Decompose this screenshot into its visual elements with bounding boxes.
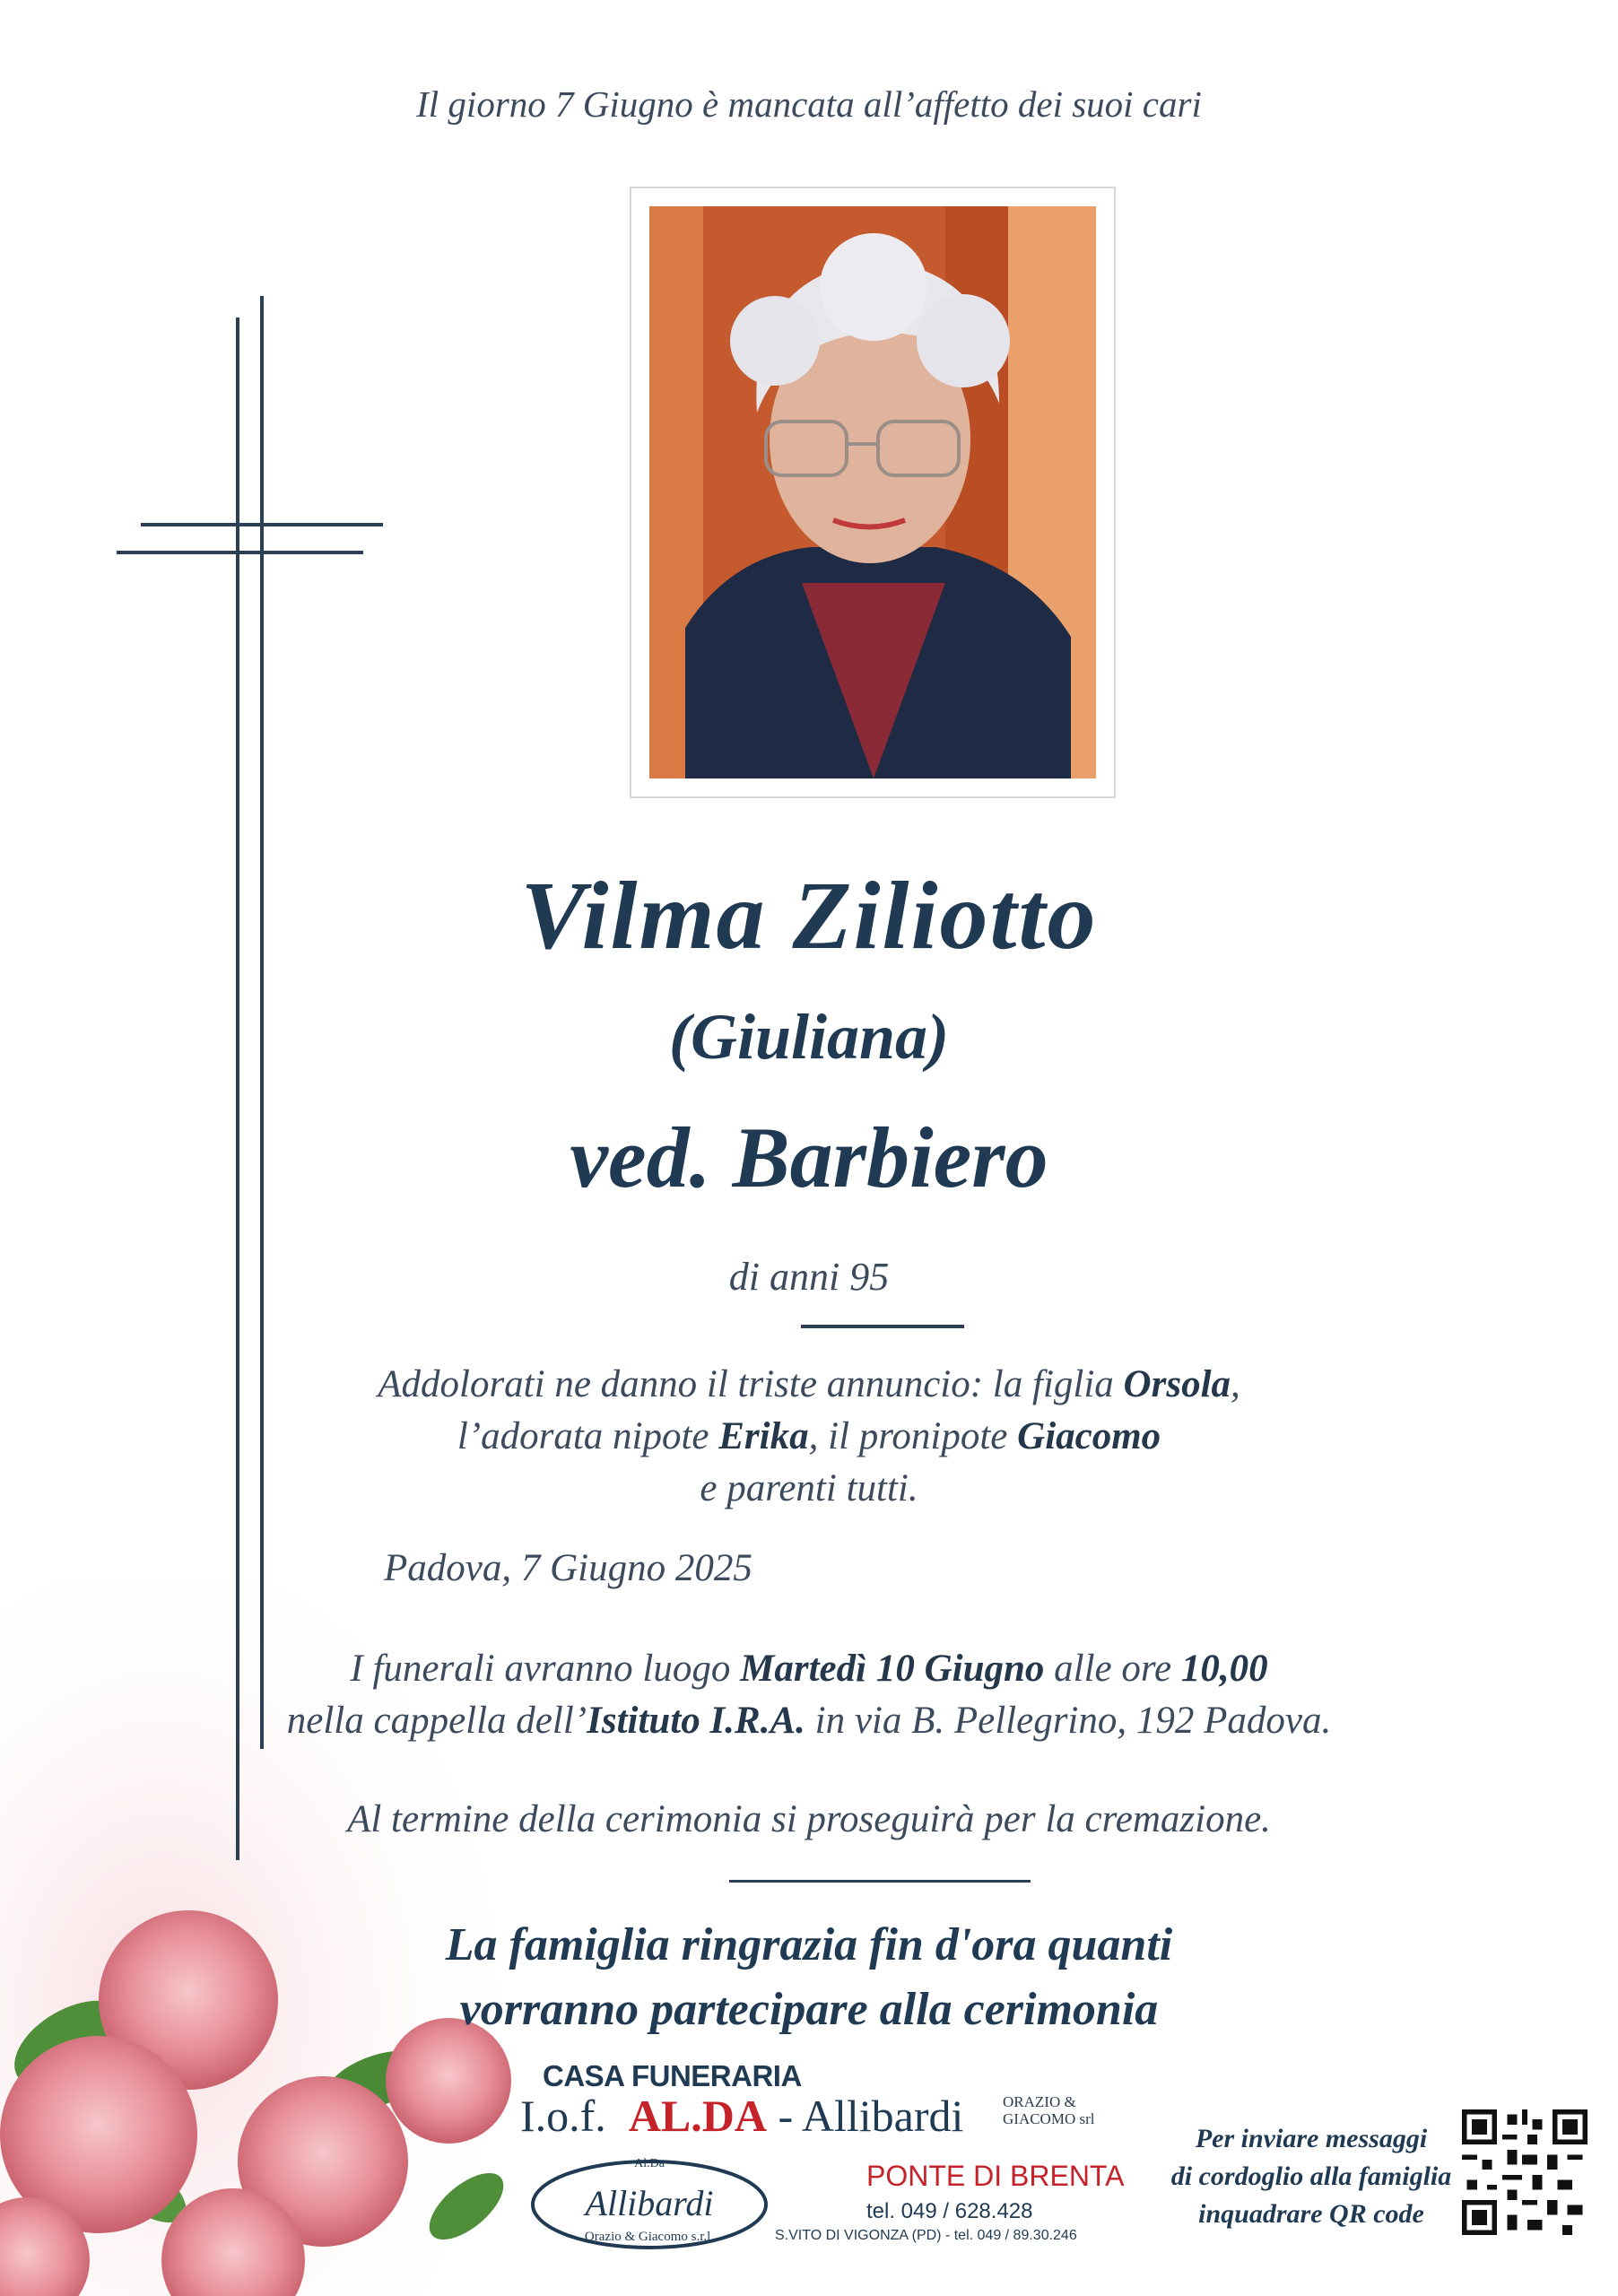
announcement-line-2: l’adorata nipote Erika, il pronipote Giacomo (457, 1415, 1161, 1457)
logo-small-text: Al.Da (634, 2157, 665, 2170)
portrait-photo (649, 206, 1096, 778)
location-svito: S.VITO DI VIGONZA (PD) - tel. 049 / 89.30.246 (775, 2228, 1077, 2243)
announcement-line-1: Addolorati ne danno il triste annuncio: la figlia Orsola, (378, 1363, 1240, 1405)
deceased-married-name: ved. Barbiero (570, 1109, 1048, 1205)
cremation-line: Al termine della cerimonia si proseguirà per la cremazione. (347, 1798, 1271, 1840)
funeral-paragraph (0, 1643, 1618, 1747)
deceased-nickname: (Giuliana) (668, 1001, 950, 1073)
thanks-paragraph (0, 1913, 1618, 2042)
deceased-name: Vilma Ziliotto (520, 863, 1098, 970)
funeral-home-label: CASA FUNERARIA (543, 2059, 802, 2092)
qr-code[interactable] (1462, 2109, 1588, 2235)
thanks-line-2: vorranno partecipare alla cerimonia (459, 1984, 1159, 2035)
funeral-line-2: nella cappella dell’Istituto I.R.A. in via B. Pellegrino, 192 Padova. (286, 1700, 1332, 1742)
funeral-home-name: I.o.f. AL.DA - Allibardi (520, 2091, 964, 2141)
thanks-line-1: La famiglia ringrazia fin d'ora quanti (445, 1919, 1173, 1970)
divider-rule-2 (729, 1880, 1031, 1883)
location-ponte: PONTE DI BRENTA (866, 2160, 1125, 2192)
intro-line: Il giorno 7 Giugno è mancata all’affetto dei suoi cari (416, 83, 1202, 125)
divider-rule (801, 1325, 964, 1328)
announcement-paragraph (0, 1359, 1618, 1515)
logo-sub-text: Orazio & Giacomo s.r.l. (584, 2230, 715, 2244)
qr-instructions: Per inviare messaggi di cordoglio alla famiglia inquadrare QR code (1170, 2124, 1452, 2229)
cross-horizontal-bar-1 (141, 523, 383, 526)
funeral-line-1: I funerali avranno luogo Martedì 10 Giugno alle ore 10,00 (350, 1648, 1268, 1690)
portrait-frame (630, 187, 1116, 798)
logo-main-text: Allibardi (585, 2183, 714, 2223)
cross-vertical-bar-1 (236, 317, 239, 1860)
cross-horizontal-bar-2 (117, 551, 363, 554)
funeral-home-tag: ORAZIO & GIACOMO srl (1003, 2093, 1095, 2127)
age-line: di anni 95 (728, 1255, 890, 1299)
place-date: Padova, 7 Giugno 2025 (384, 1547, 752, 1589)
phone-ponte: tel. 049 / 628.428 (866, 2199, 1033, 2223)
announcement-line-3: e parenti tutti. (700, 1467, 918, 1509)
allibardi-logo (524, 2140, 775, 2266)
